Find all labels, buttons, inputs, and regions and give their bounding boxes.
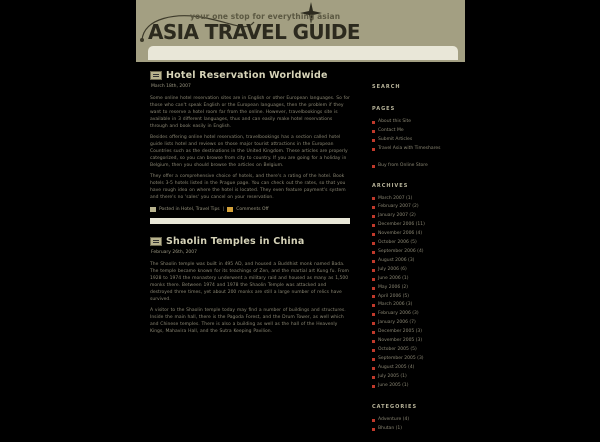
folder-icon (150, 207, 156, 212)
archive-link-label: July 2006 (6) (378, 266, 407, 272)
archive-link-label: May 2006 (2) (378, 284, 408, 290)
bullet-icon (372, 130, 375, 133)
page-link[interactable] (372, 118, 472, 127)
archives-heading: ARCHIVES (372, 182, 409, 189)
post-paragraph: Some online hotel reservation sites are in English or other European languages. So for those who can't speak English or the European languages, then the problem if they want to reserve a hotel room far from the online. However, travelbookings site is available in 3 different languages, thus and can easily make hotel reservations through and book easily in English. (150, 96, 350, 129)
site-header (136, 0, 465, 62)
page-link-label: Contact Me (378, 127, 404, 133)
archive-link-label: January 2007 (2) (378, 213, 416, 219)
bullet-icon (372, 349, 375, 352)
category-link[interactable] (372, 425, 472, 434)
archive-link-label: November 2005 (3) (378, 338, 423, 344)
archive-link[interactable] (372, 293, 472, 302)
category-link-label: Bhutan (1) (378, 426, 402, 432)
site-tagline: your one stop for everything asian (190, 12, 341, 21)
archive-link[interactable] (372, 195, 472, 204)
archive-link-label: June 2005 (1) (378, 382, 409, 388)
bullet-icon (372, 278, 375, 281)
bullet-icon (372, 165, 375, 168)
bullet-icon (372, 419, 375, 422)
archive-link[interactable] (372, 310, 472, 319)
bullet-icon (372, 148, 375, 151)
bullet-icon (372, 215, 375, 218)
archive-link-label: June 2006 (1) (378, 275, 409, 281)
archive-link-label: January 2006 (7) (378, 320, 416, 326)
archive-link-label: February 2006 (3) (378, 311, 419, 317)
archives-list (372, 195, 472, 391)
bullet-icon (372, 197, 375, 200)
page-link[interactable] (372, 145, 472, 154)
archive-link[interactable] (372, 248, 472, 257)
bullet-icon (372, 313, 375, 316)
bullet-icon (372, 260, 375, 263)
post-date: February 26th, 2007 (151, 250, 198, 255)
bullet-icon (372, 295, 375, 298)
store-link[interactable] (372, 162, 472, 171)
bullet-icon (372, 287, 375, 290)
bullet-icon (372, 304, 375, 307)
post-paragraph: The Shaolin temple was built in 495 AD, and housed a Buddhist monk named Bada. The temple became known for its teachings of Zen, and the martial art Kung fu. From 1928 to 1974 the monastery underwent a military raid and housed as many as 1,500 monks there. Between 1974 and 1978 the Shaolin Temple was attacked and destroyed three times, yet about 200 monks are still a large number of relics have survived. (150, 262, 349, 302)
post-title-link[interactable]: Hotel Reservation Worldwide (166, 70, 328, 81)
archive-link-label: October 2005 (5) (378, 346, 417, 352)
store-link-label: Buy from Online Store (378, 162, 428, 168)
pages-heading: PAGES (372, 106, 396, 112)
archive-link-label: August 2005 (4) (378, 364, 415, 370)
bullet-icon (372, 139, 375, 142)
main-content (150, 70, 350, 339)
archive-link-label: November 2006 (4) (378, 231, 423, 237)
post-paragraph: Besides offering online hotel reservation, travelbookings has a section called hotel guide lists hotel and reviews on those major tourist attractions in the European Countries such as the destinations in the United Kingdom. These articles are properly categorized, so you can browse from city to country. If you are going for a holiday in Belgium, then you should browse the articles on Belgium. (150, 135, 348, 168)
blog-post (150, 70, 350, 224)
post-comments-link[interactable]: Comments Off (236, 207, 269, 212)
post-header (150, 70, 350, 81)
site-logo-text[interactable]: ASIA TRAVEL GUIDE (148, 20, 360, 44)
archive-link-label: February 2007 (2) (378, 204, 419, 210)
bullet-icon (372, 358, 375, 361)
archive-link[interactable] (372, 355, 472, 364)
bullet-icon (372, 269, 375, 272)
archive-link[interactable] (372, 275, 472, 284)
archive-link-label: April 2006 (5) (378, 293, 409, 299)
categories-list (372, 416, 472, 434)
page-link[interactable] (372, 127, 472, 136)
bullet-icon (372, 242, 375, 245)
archive-link[interactable] (372, 239, 472, 248)
bullet-icon (372, 376, 375, 379)
post-icon (150, 71, 162, 80)
archive-link-label: March 2007 (1) (378, 195, 413, 201)
archive-link-label: August 2006 (3) (378, 257, 415, 263)
archive-link[interactable] (372, 328, 472, 337)
bullet-icon (372, 206, 375, 209)
archive-link[interactable] (372, 212, 472, 221)
archive-link-label: July 2005 (1) (378, 373, 407, 379)
bullet-icon (372, 385, 375, 388)
archive-link-label: October 2006 (5) (378, 240, 417, 246)
post-divider (150, 218, 350, 224)
pages-list (372, 118, 472, 154)
bullet-icon (372, 428, 375, 431)
bullet-icon (372, 121, 375, 124)
bullet-icon (372, 340, 375, 343)
archive-link[interactable] (372, 203, 472, 212)
archive-link-label: September 2005 (3) (378, 355, 424, 361)
archive-link[interactable] (372, 266, 472, 275)
category-link[interactable] (372, 416, 472, 425)
page-link-label: About this Site (378, 119, 412, 124)
post-paragraph: A visitor to the Shaolin temple today may find a number of buildings and structures. Inside the main hall, there is the Pagoda Forest, and the Drum Tower, as well which and Chinese temples. There is also a building as well as the hall of the Heavenly Kings, Mahavira Hall, and the Sutra Keeping Pavilion. (150, 308, 346, 334)
post-title-link[interactable]: Shaolin Temples in China (166, 236, 305, 247)
page-link-label: Travel Asia with Timeshares (378, 145, 441, 151)
archive-link[interactable] (372, 221, 472, 230)
bullet-icon (372, 322, 375, 325)
archive-link[interactable] (372, 373, 472, 382)
post-header (150, 236, 350, 247)
header-bar (148, 46, 458, 60)
bullet-icon (372, 331, 375, 334)
archive-link-label: December 2005 (3) (378, 329, 423, 335)
categories-heading: CATEGORIES (372, 404, 418, 411)
archive-link[interactable] (372, 337, 472, 346)
post-date: March 18th, 2007 (151, 84, 191, 89)
archive-link-label: March 2006 (3) (378, 302, 413, 308)
archive-link[interactable] (372, 319, 472, 328)
archive-link[interactable] (372, 230, 472, 239)
comment-icon (227, 207, 233, 212)
search-heading: SEARCH (372, 84, 401, 90)
archive-link[interactable] (372, 257, 472, 266)
archive-link[interactable] (372, 364, 472, 373)
sidebar (372, 84, 472, 442)
post-icon (150, 237, 162, 246)
archive-link[interactable] (372, 301, 472, 310)
blog-post (150, 236, 350, 335)
post-meta: Posted in Hotel, Travel Tips | Comments Off (150, 207, 350, 212)
bullet-icon (372, 251, 375, 254)
page-link-label: Submit Articles (378, 136, 413, 142)
post-categories-link[interactable]: Posted in Hotel, Travel Tips (159, 207, 220, 212)
bullet-icon (372, 233, 375, 236)
store-list (372, 162, 472, 171)
archive-link-label: December 2006 (11) (378, 222, 425, 228)
archive-link[interactable] (372, 346, 472, 355)
post-paragraph: They offer a comprehensive choice of hotels, and there's a rating of the hotel. Book hotels 3-5 hotels listed in the Prague page. You can check out the rates, so that you have rough idea on where the hotel is located. They even feature payment's system and there's no 'sales' you cancel on your reservation. (150, 174, 346, 200)
archive-link[interactable] (372, 284, 472, 293)
archive-link[interactable] (372, 382, 472, 391)
archive-link-label: September 2006 (4) (378, 248, 424, 254)
page-link[interactable] (372, 136, 472, 145)
bullet-icon (372, 367, 375, 370)
category-link-label: Adventure (4) (378, 417, 410, 423)
bullet-icon (372, 224, 375, 227)
